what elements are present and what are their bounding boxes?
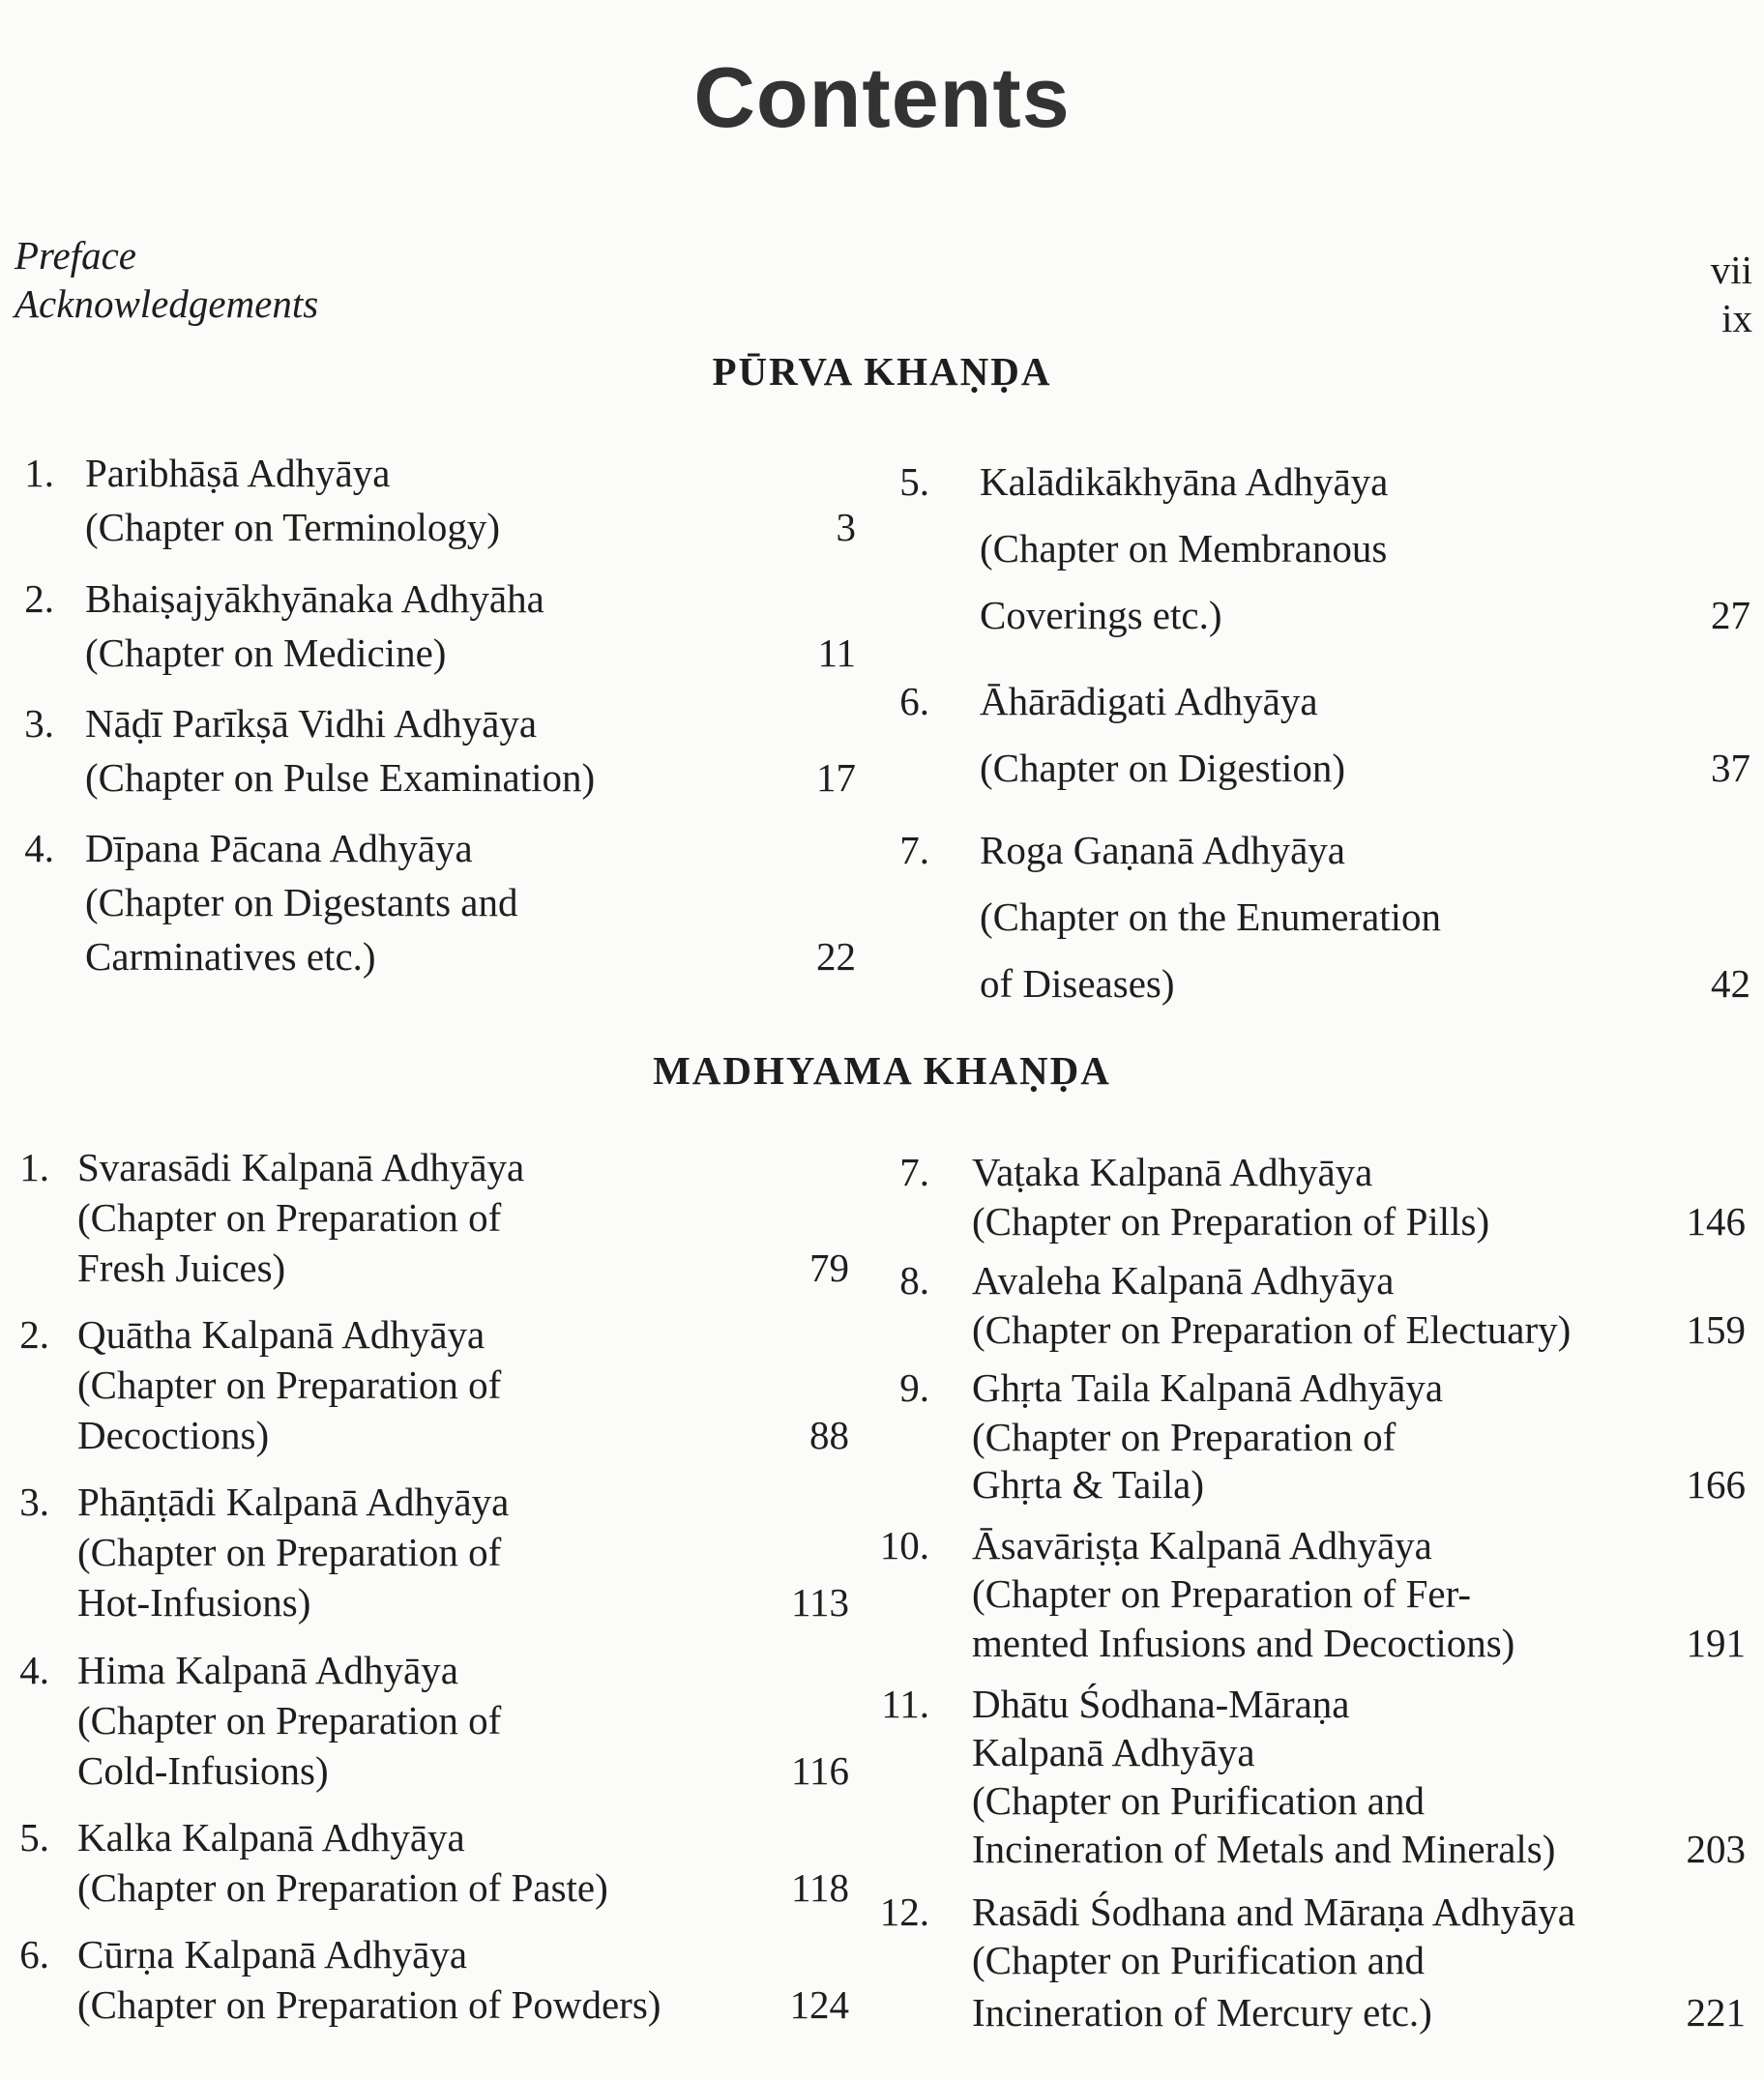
chapter-subtitle: (Chapter on Purification and	[972, 1778, 1425, 1823]
page-number: 79	[809, 1245, 849, 1290]
chapter-subtitle: Incineration of Mercury etc.)	[972, 1990, 1432, 2035]
chapter-subtitle: (Chapter on Pulse Examination)	[85, 755, 596, 800]
chapter-subtitle: (Chapter on Digestants and	[85, 880, 518, 924]
entry-number: 2.	[24, 576, 54, 621]
entry-number: 1.	[19, 1145, 49, 1189]
entry-number: 4.	[19, 1648, 49, 1692]
page-number: 88	[809, 1413, 849, 1457]
chapter-title: Cūrṇa Kalpanā Adhyāya	[77, 1932, 468, 1977]
chapter-subtitle: mented Infusions and Decoctions)	[972, 1621, 1515, 1665]
chapter-subtitle: (Chapter on Preparation of	[77, 1698, 502, 1743]
page-number: 159	[1686, 1307, 1746, 1352]
entry-number: 2.	[19, 1312, 49, 1357]
chapter-title: Ghṛta Taila Kalpanā Adhyāya	[972, 1365, 1444, 1410]
chapter-title: Nāḍī Parīkṣā Vidhi Adhyāya	[85, 701, 538, 746]
chapter-title: Roga Gaṇanā Adhyāya	[980, 828, 1345, 872]
section-heading-madhyama: MADHYAMA KHAṆḌA	[653, 1048, 1111, 1093]
chapter-title: Rasādi Śodhana and Māraṇa Adhyāya	[972, 1890, 1575, 1934]
chapter-subtitle: (Chapter on Preparation of	[77, 1362, 502, 1407]
chapter-subtitle: Kalpanā Adhyāya	[972, 1730, 1255, 1774]
chapter-title: Phāṇṭādi Kalpanā Adhyāya	[77, 1479, 510, 1524]
page-number: 3	[836, 505, 856, 549]
page-number: 191	[1686, 1621, 1746, 1665]
chapter-subtitle: Fresh Juices)	[77, 1245, 286, 1290]
entry-number: 8.	[899, 1258, 929, 1303]
chapter-subtitle: Carminatives etc.)	[85, 934, 376, 979]
chapter-title: Dhātu Śodhana-Māraṇa	[972, 1682, 1350, 1726]
chapter-subtitle: Coverings etc.)	[980, 593, 1222, 637]
chapter-subtitle: (Chapter on Purification and	[972, 1938, 1425, 1982]
front-matter-acknowledgements-page: ix	[1721, 296, 1752, 340]
chapter-subtitle: of Diseases)	[980, 961, 1175, 1006]
chapter-title: Kalādikākhyāna Adhyāya	[980, 459, 1389, 504]
chapter-title: Paribhāṣā Adhyāya	[85, 451, 391, 495]
front-matter-preface: Preface	[15, 233, 136, 278]
entry-number: 4.	[24, 826, 54, 870]
entry-number: 7.	[899, 828, 929, 872]
chapter-subtitle: (Chapter on Preparation of	[77, 1530, 502, 1574]
chapter-subtitle: (Chapter on Medicine)	[85, 630, 447, 675]
entry-number: 10.	[879, 1523, 929, 1567]
page-number: 11	[817, 630, 856, 675]
page-number: 17	[816, 755, 856, 800]
page-number: 118	[791, 1865, 849, 1910]
entry-number: 3.	[19, 1479, 49, 1524]
chapter-title: Āhārādigati Adhyāya	[980, 679, 1318, 723]
chapter-title: Svarasādi Kalpanā Adhyāya	[77, 1145, 525, 1189]
entry-number: 6.	[899, 679, 929, 723]
chapter-subtitle: Ghṛta & Taila)	[972, 1462, 1205, 1507]
entry-number: 11.	[881, 1682, 929, 1726]
page-number: 203	[1686, 1827, 1746, 1871]
entry-number: 6.	[19, 1932, 49, 1977]
chapter-subtitle: (Chapter on Membranous	[980, 526, 1388, 571]
entry-number: 5.	[19, 1815, 49, 1860]
entry-number: 7.	[899, 1150, 929, 1194]
chapter-title: Dīpana Pācana Adhyāya	[85, 826, 473, 870]
chapter-subtitle: (Chapter on Preparation of	[77, 1195, 502, 1240]
page-number: 27	[1711, 593, 1750, 637]
entry-number: 1.	[24, 451, 54, 495]
chapter-title: Hima Kalpanā Adhyāya	[77, 1648, 458, 1692]
chapter-title: Quātha Kalpanā Adhyāya	[77, 1312, 485, 1357]
chapter-subtitle: (Chapter on Digestion)	[980, 746, 1346, 790]
chapter-subtitle: Cold-Infusions)	[77, 1748, 329, 1793]
page-number: 221	[1686, 1990, 1746, 2035]
chapter-subtitle: (Chapter on the Enumeration	[980, 894, 1442, 939]
chapter-title: Avaleha Kalpanā Adhyāya	[972, 1258, 1395, 1303]
chapter-subtitle: (Chapter on Preparation of Paste)	[77, 1865, 608, 1910]
entry-number: 9.	[899, 1365, 929, 1410]
page-number: 22	[816, 934, 856, 979]
page-number: 166	[1686, 1462, 1746, 1507]
chapter-subtitle: Incineration of Metals and Minerals)	[972, 1827, 1556, 1871]
entry-number: 5.	[899, 459, 929, 504]
section-heading-purva: PŪRVA KHAṆḌA	[712, 349, 1052, 394]
chapter-subtitle: (Chapter on Preparation of Pills)	[972, 1199, 1490, 1244]
front-matter-preface-page: vii	[1710, 248, 1752, 292]
page-title: Contents	[693, 49, 1071, 145]
page-number: 37	[1711, 746, 1750, 790]
entry-number: 3.	[24, 701, 54, 746]
chapter-subtitle: (Chapter on Preparation of Powders)	[77, 1982, 662, 2027]
page-number: 146	[1686, 1199, 1746, 1244]
page-number: 116	[791, 1748, 849, 1793]
chapter-title: Āsavāriṣṭa Kalpanā Adhyāya	[972, 1523, 1432, 1567]
chapter-title: Bhaiṣajyākhyānaka Adhyāha	[85, 576, 544, 621]
page-number: 113	[791, 1580, 849, 1625]
page-number: 124	[789, 1982, 849, 2027]
chapter-title: Kalka Kalpanā Adhyāya	[77, 1815, 465, 1860]
chapter-subtitle: (Chapter on Preparation of	[972, 1415, 1396, 1459]
chapter-title: Vaṭaka Kalpanā Adhyāya	[972, 1150, 1373, 1194]
chapter-subtitle: (Chapter on Preparation of Fer-	[972, 1571, 1472, 1616]
front-matter-acknowledgements: Acknowledgements	[15, 281, 319, 326]
page-number: 42	[1711, 961, 1750, 1006]
chapter-subtitle: (Chapter on Preparation of Electuary)	[972, 1307, 1572, 1352]
entry-number: 12.	[879, 1890, 929, 1934]
chapter-subtitle: Decoctions)	[77, 1413, 270, 1457]
chapter-subtitle: Hot-Infusions)	[77, 1580, 311, 1625]
chapter-subtitle: (Chapter on Terminology)	[85, 505, 501, 549]
